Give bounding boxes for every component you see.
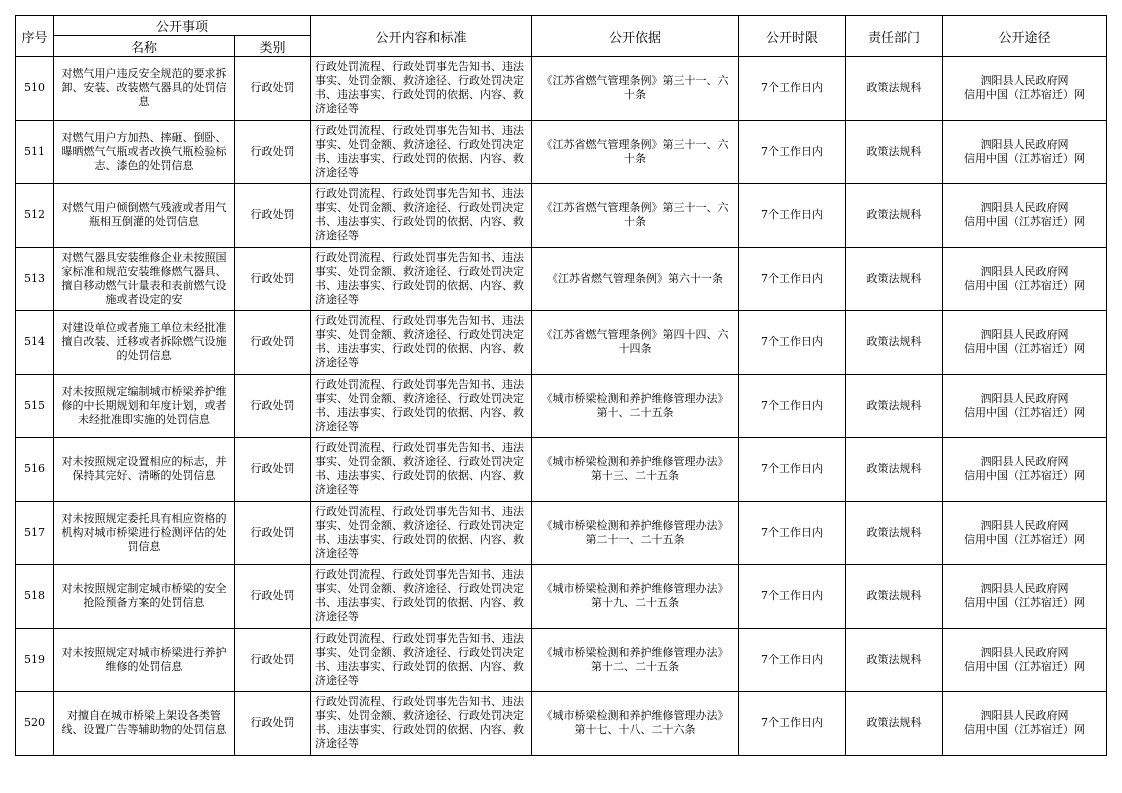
- row-seq: 517: [24, 525, 45, 539]
- row-department: 政策法规科: [866, 525, 922, 539]
- row-channel-cell: [943, 57, 1107, 121]
- row-department-cell: [846, 184, 943, 248]
- row-basis: 《江苏省燃气管理条例》第三十一、六十条: [541, 74, 729, 102]
- row-seq: 510: [24, 81, 45, 95]
- row-channel: [943, 74, 1106, 102]
- row-name: 对燃气用户违反安全规范的要求拆卸、安装、改装燃气器具的处罚信息: [61, 67, 227, 109]
- row-basis: 《江苏省燃气管理条例》第四十四、六十四条: [541, 328, 729, 356]
- row-name: 对未按照规定编制城市桥梁养护维修的中长期规划和年度计划，或者未经批准即实施的处罚信息: [61, 384, 227, 426]
- row-content: 行政处罚流程、行政处罚事先告知书、违法事实、处罚金额、救济途径、行政处罚决定书、违法事实、行政处罚的依据、内容、救济途径等: [315, 250, 525, 306]
- row-channel-cell: [943, 247, 1107, 311]
- row-seq-cell: [16, 628, 54, 692]
- row-department-cell: [846, 565, 943, 629]
- row-basis-cell: [532, 628, 739, 692]
- row-category-cell: [235, 57, 311, 121]
- row-category-cell: [235, 692, 311, 756]
- row-seq: 512: [24, 208, 45, 222]
- channel-line: 泗阳县人民政府网: [980, 645, 1069, 659]
- row-channel-cell: [943, 184, 1107, 248]
- channel-line: 泗阳县人民政府网: [980, 518, 1069, 532]
- row-content-cell: [311, 565, 532, 629]
- row-seq-cell: [16, 565, 54, 629]
- row-channel-cell: [943, 311, 1107, 375]
- row-category-cell: [235, 565, 311, 629]
- row-channel-cell: [943, 692, 1107, 756]
- channel-line: 信用中国（江苏宿迁）网: [964, 405, 1086, 419]
- row-category: 行政处罚: [250, 462, 295, 476]
- row-content-cell: [311, 184, 532, 248]
- channel-line: 信用中国（江苏宿迁）网: [964, 532, 1086, 546]
- row-time-limit-cell: [739, 247, 846, 311]
- row-category-cell: [235, 311, 311, 375]
- row-department-cell: [846, 692, 943, 756]
- table-row: [16, 120, 1107, 184]
- row-name-cell: [54, 565, 235, 629]
- row-time-limit-cell: [739, 438, 846, 502]
- channel-line: 泗阳县人民政府网: [980, 709, 1069, 723]
- channel-line: 信用中国（江苏宿迁）网: [964, 596, 1086, 610]
- row-time-limit-cell: [739, 565, 846, 629]
- channel-line: 信用中国（江苏宿迁）网: [964, 278, 1086, 292]
- row-department: 政策法规科: [866, 208, 922, 222]
- row-department-cell: [846, 374, 943, 438]
- row-channel-cell: [943, 120, 1107, 184]
- channel-line: 信用中国（江苏宿迁）网: [964, 151, 1086, 165]
- row-department: 政策法规科: [866, 462, 922, 476]
- row-category: 行政处罚: [250, 144, 295, 158]
- row-content-cell: [311, 120, 532, 184]
- row-category: 行政处罚: [250, 398, 295, 412]
- row-name: 对建设单位或者施工单位未经批准擅自改装、迁移或者拆除燃气设施的处罚信息: [61, 321, 227, 363]
- row-name-cell: [54, 692, 235, 756]
- row-time-limit: 7个工作日内: [761, 652, 824, 666]
- row-channel-cell: [943, 628, 1107, 692]
- row-seq: 520: [24, 716, 45, 730]
- row-basis: 《江苏省燃气管理条例》第六十一条: [547, 271, 724, 285]
- row-time-limit: 7个工作日内: [761, 271, 824, 285]
- row-time-limit: 7个工作日内: [761, 208, 824, 222]
- row-content: 行政处罚流程、行政处罚事先告知书、违法事实、处罚金额、救济途径、行政处罚决定书、违法事实、行政处罚的依据、内容、救济途径等: [315, 60, 525, 116]
- row-channel: [943, 392, 1106, 420]
- row-name-cell: [54, 311, 235, 375]
- row-name: 对未按照规定对城市桥梁进行养护维修的处罚信息: [61, 645, 227, 673]
- row-category-cell: [235, 628, 311, 692]
- table-row: [16, 628, 1107, 692]
- row-category: 行政处罚: [250, 716, 295, 730]
- header-content: 公开内容和标准: [311, 16, 532, 57]
- row-name-cell: [54, 120, 235, 184]
- row-seq-cell: [16, 247, 54, 311]
- channel-line: 信用中国（江苏宿迁）网: [964, 469, 1086, 483]
- row-basis-cell: [532, 501, 739, 565]
- row-seq-cell: [16, 57, 54, 121]
- row-basis-cell: [532, 120, 739, 184]
- row-content-cell: [311, 438, 532, 502]
- row-content-cell: [311, 311, 532, 375]
- row-seq: 516: [24, 462, 45, 476]
- row-category-cell: [235, 438, 311, 502]
- row-content-cell: [311, 57, 532, 121]
- row-department-cell: [846, 628, 943, 692]
- header-basis: 公开依据: [532, 16, 739, 57]
- table-row: [16, 501, 1107, 565]
- row-category-cell: [235, 120, 311, 184]
- row-name-cell: [54, 247, 235, 311]
- row-basis: 《城市桥梁检测和养护维修管理办法》第二十一、二十五条: [541, 518, 729, 546]
- channel-line: 泗阳县人民政府网: [980, 74, 1069, 88]
- row-name-cell: [54, 374, 235, 438]
- row-department: 政策法规科: [866, 589, 922, 603]
- channel-line: 泗阳县人民政府网: [980, 328, 1069, 342]
- row-department: 政策法规科: [866, 652, 922, 666]
- header-department: 责任部门: [846, 16, 943, 57]
- row-time-limit: 7个工作日内: [761, 716, 824, 730]
- channel-line: 信用中国（江苏宿迁）网: [964, 88, 1086, 102]
- row-seq: 511: [24, 144, 45, 158]
- row-channel-cell: [943, 438, 1107, 502]
- table-row: [16, 438, 1107, 502]
- channel-line: 泗阳县人民政府网: [980, 264, 1069, 278]
- row-channel: [943, 138, 1106, 166]
- row-time-limit: 7个工作日内: [761, 525, 824, 539]
- row-time-limit-cell: [739, 501, 846, 565]
- row-department: 政策法规科: [866, 335, 922, 349]
- row-content: 行政处罚流程、行政处罚事先告知书、违法事实、处罚金额、救济途径、行政处罚决定书、违法事实、行政处罚的依据、内容、救济途径等: [315, 123, 525, 179]
- row-department: 政策法规科: [866, 81, 922, 95]
- row-name-cell: [54, 57, 235, 121]
- row-content: 行政处罚流程、行政处罚事先告知书、违法事实、处罚金额、救济途径、行政处罚决定书、违法事实、行政处罚的依据、内容、救济途径等: [315, 314, 525, 370]
- row-channel: [943, 455, 1106, 483]
- row-content-cell: [311, 374, 532, 438]
- row-seq: 519: [24, 652, 45, 666]
- row-time-limit-cell: [739, 374, 846, 438]
- row-category: 行政处罚: [250, 208, 295, 222]
- table-row: [16, 565, 1107, 629]
- row-content: 行政处罚流程、行政处罚事先告知书、违法事实、处罚金额、救济途径、行政处罚决定书、违法事实、行政处罚的依据、内容、救济途径等: [315, 631, 525, 687]
- row-content-cell: [311, 247, 532, 311]
- row-department-cell: [846, 57, 943, 121]
- row-basis: 《江苏省燃气管理条例》第三十一、六十条: [541, 137, 729, 165]
- row-basis: 《城市桥梁检测和养护维修管理办法》第十七、十八、二十六条: [541, 709, 729, 737]
- row-department-cell: [846, 501, 943, 565]
- row-content: 行政处罚流程、行政处罚事先告知书、违法事实、处罚金额、救济途径、行政处罚决定书、违法事实、行政处罚的依据、内容、救济途径等: [315, 504, 525, 560]
- row-seq-cell: [16, 374, 54, 438]
- header-channel: 公开途径: [943, 16, 1107, 57]
- channel-line: 泗阳县人民政府网: [980, 455, 1069, 469]
- row-basis-cell: [532, 311, 739, 375]
- row-basis: 《城市桥梁检测和养护维修管理办法》第十二、二十五条: [541, 645, 729, 673]
- table-row: [16, 374, 1107, 438]
- table-body: [16, 57, 1107, 756]
- header-item-group: 公开事项: [54, 16, 311, 36]
- header-category: 类别: [235, 36, 311, 57]
- row-department: 政策法规科: [866, 398, 922, 412]
- row-category: 行政处罚: [250, 81, 295, 95]
- row-department: 政策法规科: [866, 271, 922, 285]
- table-row: [16, 692, 1107, 756]
- row-channel-cell: [943, 565, 1107, 629]
- row-content-cell: [311, 692, 532, 756]
- row-seq-cell: [16, 501, 54, 565]
- row-time-limit-cell: [739, 57, 846, 121]
- row-channel: [943, 265, 1106, 293]
- channel-line: 信用中国（江苏宿迁）网: [964, 659, 1086, 673]
- row-seq: 518: [24, 589, 45, 603]
- table-row: [16, 184, 1107, 248]
- row-department: 政策法规科: [866, 144, 922, 158]
- row-time-limit: 7个工作日内: [761, 335, 824, 349]
- channel-line: 信用中国（江苏宿迁）网: [964, 723, 1086, 737]
- row-department-cell: [846, 311, 943, 375]
- row-category: 行政处罚: [250, 271, 295, 285]
- row-channel-cell: [943, 501, 1107, 565]
- channel-line: 泗阳县人民政府网: [980, 137, 1069, 151]
- row-time-limit: 7个工作日内: [761, 81, 824, 95]
- row-basis-cell: [532, 374, 739, 438]
- row-name-cell: [54, 184, 235, 248]
- row-content: 行政处罚流程、行政处罚事先告知书、违法事实、处罚金额、救济途径、行政处罚决定书、违法事实、行政处罚的依据、内容、救济途径等: [315, 568, 525, 624]
- row-basis-cell: [532, 692, 739, 756]
- channel-line: 泗阳县人民政府网: [980, 201, 1069, 215]
- row-content-cell: [311, 628, 532, 692]
- row-time-limit: 7个工作日内: [761, 462, 824, 476]
- row-channel: [943, 519, 1106, 547]
- row-category: 行政处罚: [250, 652, 295, 666]
- row-department-cell: [846, 247, 943, 311]
- row-category: 行政处罚: [250, 589, 295, 603]
- row-basis: 《城市桥梁检测和养护维修管理办法》第十三、二十五条: [541, 455, 729, 483]
- row-category: 行政处罚: [250, 525, 295, 539]
- row-department-cell: [846, 438, 943, 502]
- row-time-limit-cell: [739, 692, 846, 756]
- channel-line: 信用中国（江苏宿迁）网: [964, 215, 1086, 229]
- row-basis: 《江苏省燃气管理条例》第三十一、六十条: [541, 201, 729, 229]
- row-channel: [943, 201, 1106, 229]
- row-time-limit: 7个工作日内: [761, 144, 824, 158]
- row-channel: [943, 709, 1106, 737]
- row-channel: [943, 646, 1106, 674]
- row-name: 对燃气用户倾倒燃气残液或者用气瓶相互倒灌的处罚信息: [61, 201, 227, 229]
- row-time-limit-cell: [739, 311, 846, 375]
- row-name: 对未按照规定设置相应的标志，并保持其完好、清晰的处罚信息: [61, 455, 227, 483]
- channel-line: 信用中国（江苏宿迁）网: [964, 342, 1086, 356]
- row-content-cell: [311, 501, 532, 565]
- row-time-limit: 7个工作日内: [761, 589, 824, 603]
- row-name: 对擅自在城市桥梁上架设各类管线、设置广告等辅助物的处罚信息: [61, 709, 227, 737]
- row-time-limit-cell: [739, 184, 846, 248]
- header-time-limit: 公开时限: [739, 16, 846, 57]
- row-seq-cell: [16, 692, 54, 756]
- row-category: 行政处罚: [250, 335, 295, 349]
- row-basis-cell: [532, 438, 739, 502]
- row-category-cell: [235, 247, 311, 311]
- row-basis-cell: [532, 184, 739, 248]
- row-content: 行政处罚流程、行政处罚事先告知书、违法事实、处罚金额、救济途径、行政处罚决定书、违法事实、行政处罚的依据、内容、救济途径等: [315, 695, 525, 751]
- row-channel: [943, 328, 1106, 356]
- row-basis-cell: [532, 247, 739, 311]
- table-row: [16, 57, 1107, 121]
- channel-line: 泗阳县人民政府网: [980, 391, 1069, 405]
- row-basis: 《城市桥梁检测和养护维修管理办法》第十、二十五条: [541, 391, 729, 419]
- row-name-cell: [54, 501, 235, 565]
- row-seq-cell: [16, 184, 54, 248]
- row-name: 对燃气用户方加热、摔砸、倒卧、曝晒燃气气瓶或者改换气瓶检验标志、漆色的处罚信息: [61, 130, 227, 172]
- row-category-cell: [235, 501, 311, 565]
- row-seq: 513: [24, 271, 45, 285]
- disclosure-table: [15, 15, 1107, 756]
- row-seq-cell: [16, 311, 54, 375]
- table-row: [16, 247, 1107, 311]
- row-basis-cell: [532, 57, 739, 121]
- row-seq: 515: [24, 398, 45, 412]
- row-time-limit: 7个工作日内: [761, 398, 824, 412]
- row-name-cell: [54, 438, 235, 502]
- row-channel: [943, 582, 1106, 610]
- row-seq: 514: [24, 335, 45, 349]
- row-content: 行政处罚流程、行政处罚事先告知书、违法事实、处罚金额、救济途径、行政处罚决定书、违法事实、行政处罚的依据、内容、救济途径等: [315, 187, 525, 243]
- row-name: 对未按照规定委托具有相应资格的机构对城市桥梁进行检测评估的处罚信息: [61, 511, 227, 553]
- row-content: 行政处罚流程、行政处罚事先告知书、违法事实、处罚金额、救济途径、行政处罚决定书、违法事实、行政处罚的依据、内容、救济途径等: [315, 441, 525, 497]
- row-channel-cell: [943, 374, 1107, 438]
- row-department-cell: [846, 120, 943, 184]
- row-category-cell: [235, 184, 311, 248]
- row-name: 对未按照规定制定城市桥梁的安全抢险预备方案的处罚信息: [61, 582, 227, 610]
- table-row: [16, 311, 1107, 375]
- header-name: 名称: [54, 36, 235, 57]
- row-name: 对燃气器具安装维修企业未按照国家标准和规范安装维修燃气器具、擅自移动燃气计量表和表前燃气设施或者设定的安: [61, 250, 227, 306]
- row-content: 行政处罚流程、行政处罚事先告知书、违法事实、处罚金额、救济途径、行政处罚决定书、违法事实、行政处罚的依据、内容、救济途径等: [315, 377, 525, 433]
- row-name-cell: [54, 628, 235, 692]
- channel-line: 泗阳县人民政府网: [980, 582, 1069, 596]
- row-basis-cell: [532, 565, 739, 629]
- row-seq-cell: [16, 438, 54, 502]
- header-seq: 序号: [16, 16, 54, 57]
- row-time-limit-cell: [739, 120, 846, 184]
- row-department: 政策法规科: [866, 716, 922, 730]
- row-basis: 《城市桥梁检测和养护维修管理办法》第十九、二十五条: [541, 582, 729, 610]
- row-category-cell: [235, 374, 311, 438]
- row-seq-cell: [16, 120, 54, 184]
- row-time-limit-cell: [739, 628, 846, 692]
